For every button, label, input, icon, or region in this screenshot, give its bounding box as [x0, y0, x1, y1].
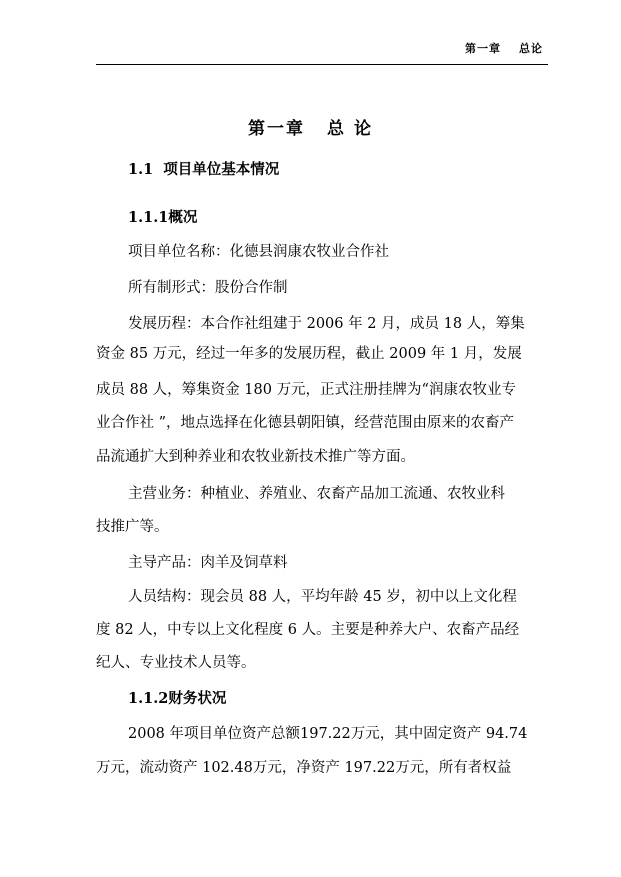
chapter-title-number: 第一章 — [248, 119, 306, 139]
chapter-title-topic: 总 论 — [327, 119, 373, 139]
paragraph-line: 2008 年项目单位资产总额197.22万元，其中固定资产 94.74 — [128, 726, 528, 742]
paragraph-line: 所有制形式：股份合作制 — [128, 280, 288, 296]
running-header — [465, 40, 543, 56]
section-heading-1-1 — [128, 158, 279, 179]
paragraph-line: 万元，流动资产 102.48万元，净资产 197.22万元，所有者权益 — [96, 760, 512, 776]
paragraph-line: 度 82 人，中专以上文化程度 6 人。主要是种养大户、农畜产品经 — [96, 622, 520, 638]
section-number: 1.1 — [128, 161, 154, 178]
header-chapter: 第一章 — [465, 42, 501, 55]
subsection-heading-1-1-1: 1.1.1概况 — [128, 209, 198, 226]
paragraph-line: 人员结构：现会员 88 人，平均年龄 45 岁，初中以上文化程 — [128, 589, 517, 605]
paragraph-line: 主导产品：肉羊及饲草料 — [128, 555, 288, 571]
paragraph-line: 主营业务：种植业、养殖业、农畜产品加工流通、农牧业科 — [128, 486, 505, 502]
paragraph-line: 资金 85 万元，经过一年多的发展历程，截止 2009 年 1 月，发展 — [96, 346, 522, 362]
header-rule — [96, 64, 548, 65]
paragraph-line: 发展历程：本合作社组建于 2006 年 2 月，成员 18 人，筹集 — [128, 316, 525, 332]
paragraph-line: 纪人、专业技术人员等。 — [96, 655, 256, 671]
chapter-title — [0, 114, 621, 139]
subsection-heading-1-1-2: 1.1.2财务状况 — [128, 690, 227, 707]
paragraph-line: 技推广等。 — [96, 519, 169, 535]
section-label: 项目单位基本情况 — [163, 161, 280, 178]
header-topic: 总论 — [519, 42, 543, 55]
paragraph-line: 成员 88 人，筹集资金 180 万元，正式注册挂牌为“润康农牧业专 — [96, 382, 516, 398]
paragraph-line: 品流通扩大到种养业和农牧业新技术推广等方面。 — [96, 449, 415, 465]
paragraph-line: 业合作社 ”，地点选择在化德县朝阳镇，经营范围由原来的农畜产 — [96, 415, 515, 431]
paragraph-line: 项目单位名称：化德县润康农牧业合作社 — [128, 244, 389, 260]
